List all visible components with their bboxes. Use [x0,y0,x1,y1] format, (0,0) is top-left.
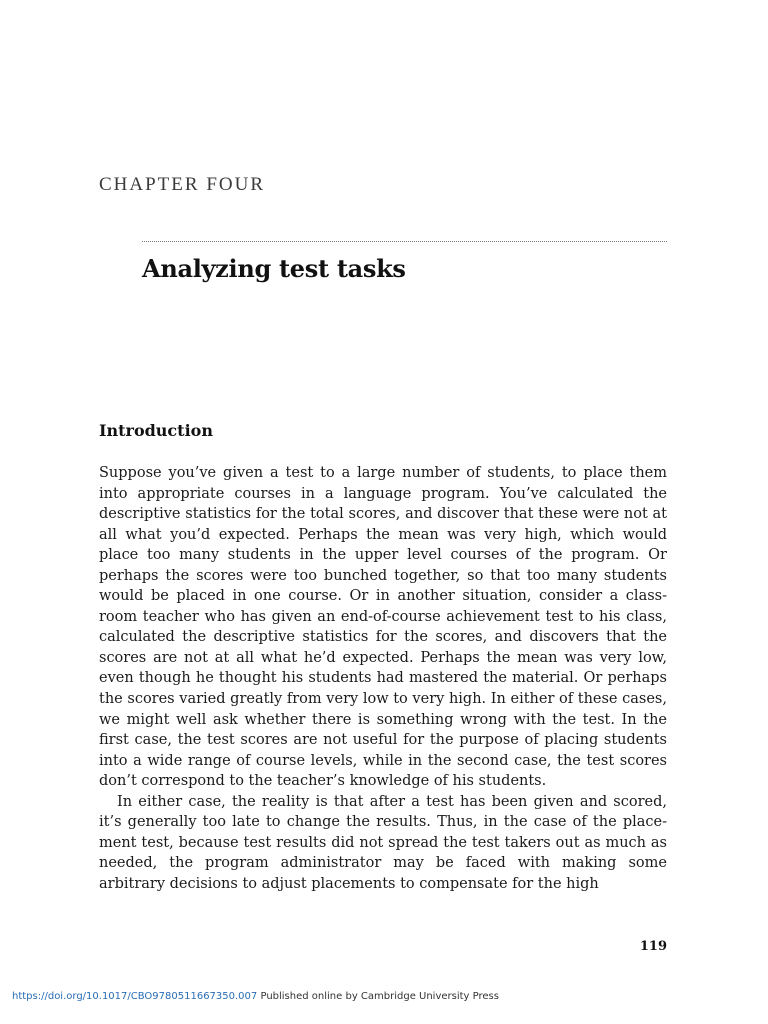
paragraph-2: In either case, the reality is that after a test has been given and scored, it’s generally too late to change the results. Thus, in the case of the place-ment test, because test results did not spread the test takers out as much as needed, the program administrator may be faced with making some arbitrary decisions to adjust placements to compensate for the high [99,793,667,892]
paragraph-1: Suppose you’ve given a test to a large number of students, to place them into appropriate courses in a language program. You’ve calculated the descriptive statistics for the total scores, and discover that these were not at all what you’d expected. Perhaps the mean was very high, which would place too many students in the upper level courses of the program. Or perhaps the scores were too bunched together, so that too many students would be placed in one course. Or in another situation, consider a class-room teacher who has given an end-of-course achievement test to his class, calculated the descriptive statistics for the scores, and discovers that the scores are not at all what he’d expected. Perhaps the mean was very low, even though he thought his students had mastered the material. Or perhaps the scores varied greatly from very low to very high. In either of these cases, we might well ask whether there is something wrong with the test. In the first case, the test scores are not useful for the purpose of placing students into a wide range of course levels, while in the second case, the test scores don’t correspond to the teacher’s knowledge of his students. [99,465,667,790]
body-text [99,463,667,894]
footer [12,991,499,1002]
chapter-label: CHAPTER FOUR [99,174,265,195]
chapter-title: Analyzing test tasks [142,254,406,283]
chapter-divider [142,241,667,242]
section-heading: Introduction [99,421,213,440]
page-number: 119 [639,939,667,954]
doi-link[interactable]: https://doi.org/10.1017/CBO9780511667350.007 [12,991,258,1002]
publisher-note: Published online by Cambridge University Press [257,991,499,1002]
